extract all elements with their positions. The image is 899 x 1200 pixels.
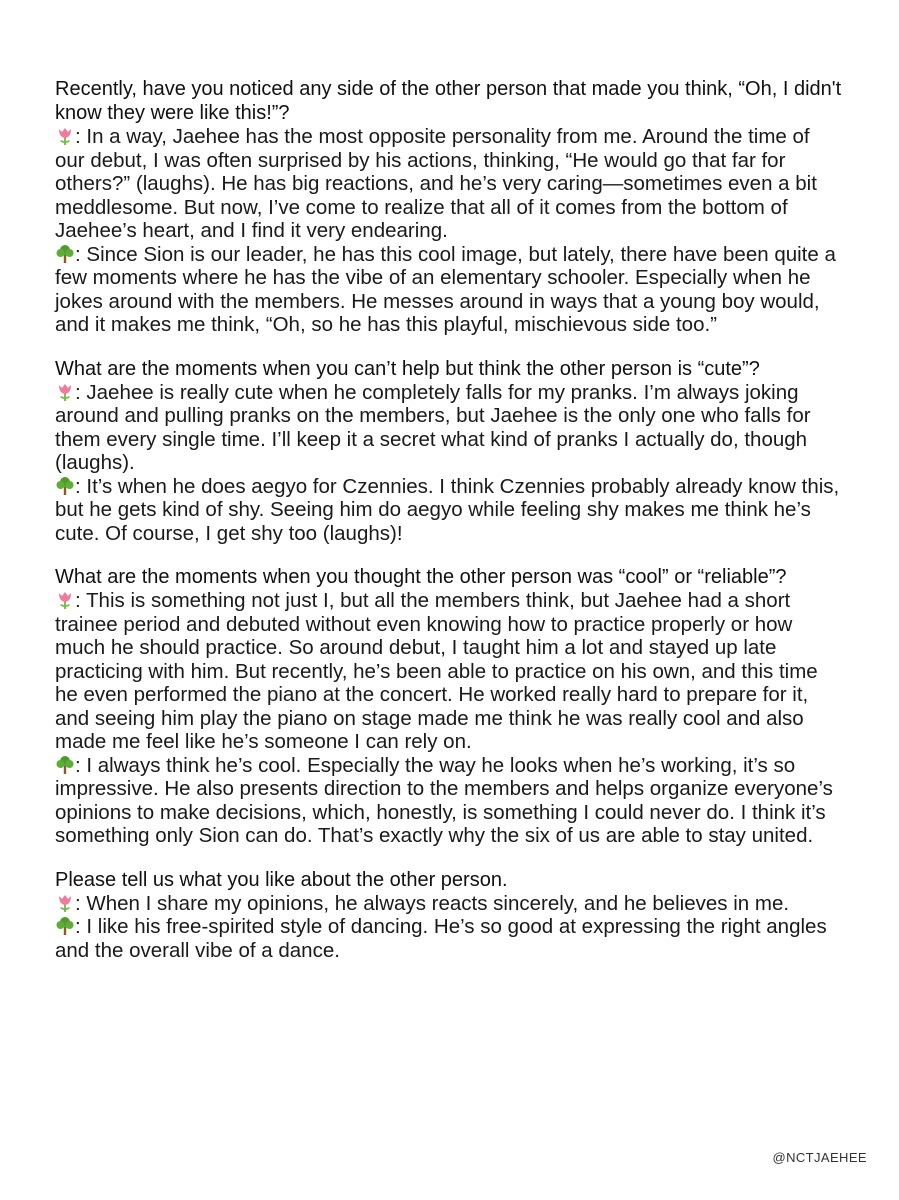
answer-tree bbox=[55, 754, 844, 848]
tulip-icon bbox=[55, 126, 75, 146]
answer-text: : When I share my opinions, he always reacts sincerely, and he believes in me. bbox=[75, 891, 790, 915]
answer-tree bbox=[55, 475, 844, 546]
answer-text: : Since Sion is our leader, he has this cool image, but lately, there have been quite a few moments where he has the vibe of an elementary schooler. Especially when he jokes around with the members. He messes around in ways that a young boy would, and it makes me think, “Oh, so he has this playful, mischievous side too.” bbox=[55, 242, 836, 336]
tulip-icon bbox=[55, 893, 75, 913]
question: Please tell us what you like about the other person. bbox=[55, 868, 508, 891]
tree-icon bbox=[55, 755, 75, 775]
answer-tree bbox=[55, 915, 844, 962]
answer-text: : Jaehee is really cute when he completely falls for my pranks. I’m always joking around and pulling pranks on the members, but Jaehee is the only one who falls for them every single time. I’ll keep it a secret what kind of pranks I actually do, though (laughs). bbox=[55, 380, 811, 474]
tree-icon bbox=[55, 476, 75, 496]
answer-tulip bbox=[55, 892, 844, 916]
qa-section-2 bbox=[55, 357, 844, 546]
answer-text: : This is something not just I, but all the members think, but Jaehee had a short trainee period and debuted without even knowing how to practice properly or how much he should practice. So around debut, I taught him a lot and stayed up late practicing with him. But recently, he’s been able to practice on his own, and this time he even performed the piano at the concert. He worked really hard to prepare for it, and seeing him play the piano on stage made me think he was really cool and also made me feel like he’s someone I can rely on. bbox=[55, 589, 818, 753]
qa-section-4 bbox=[55, 868, 844, 963]
question: Recently, have you noticed any side of the other person that made you think, “Oh, I didn't know they were like this!”? bbox=[55, 78, 842, 124]
tree-icon bbox=[55, 916, 75, 936]
qa-section-1 bbox=[55, 77, 844, 337]
question: What are the moments when you can’t help but think the other person is “cute”? bbox=[55, 357, 760, 380]
qa-section-3 bbox=[55, 565, 844, 848]
answer-tulip bbox=[55, 381, 844, 475]
answer-text: : In a way, Jaehee has the most opposite personality from me. Around the time of our debut, I was often surprised by his actions, thinking, “He would go that far for others?” (laughs). He has big reactions, and he’s very caring—sometimes even a bit meddlesome. But now, I’ve come to realize that all of it comes from the bottom of Jaehee’s heart, and I find it very endearing. bbox=[55, 125, 817, 242]
answer-tulip bbox=[55, 125, 844, 243]
answer-text: : It’s when he does aegyo for Czennies. I think Czennies probably already know this, but he gets kind of shy. Seeing him do aegyo while feeling shy makes me think he’s cute. Of course, I get shy too (laughs)! bbox=[55, 474, 840, 545]
answer-tulip bbox=[55, 589, 844, 754]
answer-text: : I always think he’s cool. Especially the way he looks when he’s working, it’s so impressive. He also presents direction to the members and helps organize everyone’s opinions to make decisions, which, honestly, is something I could never do. I think it’s something only Sion can do. That’s exactly why the six of us are able to stay united. bbox=[55, 753, 833, 847]
tulip-icon bbox=[55, 382, 75, 402]
tree-icon bbox=[55, 244, 75, 264]
watermark-handle: @NCTJAEHEE bbox=[772, 1150, 867, 1165]
answer-text: : I like his free-spirited style of dancing. He’s so good at expressing the right angles and the overall vibe of a dance. bbox=[55, 915, 827, 962]
question: What are the moments when you thought the other person was “cool” or “reliable”? bbox=[55, 566, 787, 588]
answer-tree bbox=[55, 243, 844, 337]
tulip-icon bbox=[55, 590, 75, 610]
